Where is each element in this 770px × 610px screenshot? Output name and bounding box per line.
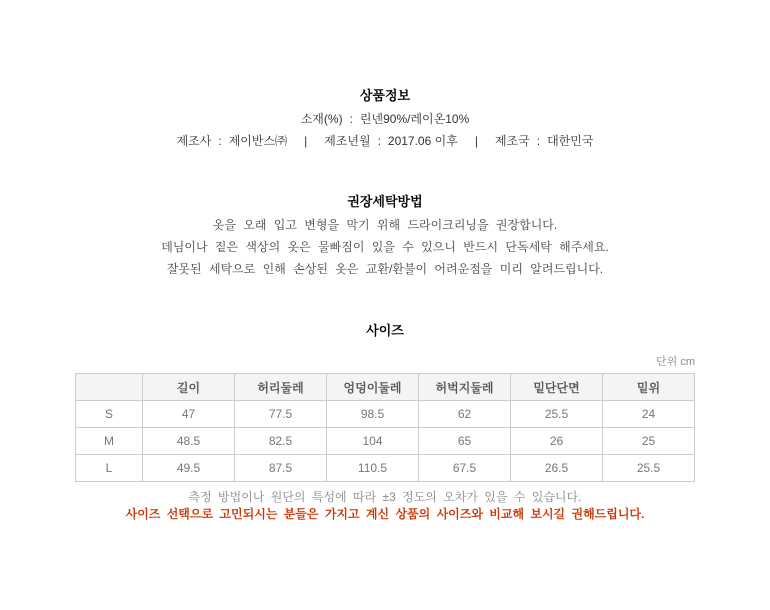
header-cell-waist: 허리둘레 [235, 374, 327, 401]
colon: : [218, 134, 222, 148]
table-row [76, 401, 695, 428]
table-row [76, 455, 695, 482]
washing-title: 권장세탁방법 [347, 194, 423, 209]
colon: : [349, 112, 353, 126]
value-cell: 77.5 [235, 401, 327, 428]
colon: : [377, 134, 381, 148]
manufacturer-label: 제조사 [176, 134, 212, 148]
manufacturer-value: 제이반스㈜ [228, 134, 288, 148]
value-cell: 104 [327, 428, 419, 455]
value-cell: 26.5 [511, 455, 603, 482]
value-cell: 65 [419, 428, 511, 455]
size-label-cell: S [76, 401, 143, 428]
material-value: 린넨90%/레이온10% [359, 112, 470, 126]
manufacturer-line [0, 135, 770, 148]
header-cell-length: 길이 [143, 374, 235, 401]
washing-instruction-line: 잘못된 세탁으로 인해 손상된 옷은 교환/환불이 어려운점을 미리 알려드립니다. [166, 262, 604, 276]
unit-label: 단위 cm [656, 356, 695, 368]
separator: | [304, 134, 308, 148]
size-table-wrapper [75, 353, 695, 482]
manufacture-date-label: 제조년월 [324, 134, 371, 148]
manufacture-date-value: 2017.06 이후 [387, 134, 458, 148]
size-section [0, 320, 770, 521]
header-cell-rise: 밑위 [603, 374, 695, 401]
value-cell: 49.5 [143, 455, 235, 482]
country-label: 제조국 [494, 134, 530, 148]
value-cell: 87.5 [235, 455, 327, 482]
washing-section [0, 191, 770, 276]
value-cell: 110.5 [327, 455, 419, 482]
header-cell-thigh: 허벅지둘레 [419, 374, 511, 401]
washing-instruction-line: 데님이나 짙은 색상의 옷은 물빠짐이 있을 수 있으니 반드시 단독세탁 해주세요. [161, 240, 609, 254]
material-line [0, 113, 770, 126]
value-cell: 82.5 [235, 428, 327, 455]
header-cell-blank [76, 374, 143, 401]
value-cell: 47 [143, 401, 235, 428]
separator: | [474, 134, 478, 148]
table-row [76, 428, 695, 455]
size-chart-table [75, 373, 695, 482]
table-header-row [76, 374, 695, 401]
value-cell: 67.5 [419, 455, 511, 482]
value-cell: 25.5 [511, 401, 603, 428]
washing-instruction-line: 옷을 오래 입고 변형을 막기 위해 드라이크리닝을 권장합니다. [212, 218, 558, 232]
value-cell: 26 [511, 428, 603, 455]
colon: : [536, 134, 541, 148]
value-cell: 24 [603, 401, 695, 428]
size-label-cell: L [76, 455, 143, 482]
tolerance-note: 측정 방법이나 원단의 특성에 따라 ±3 정도의 오차가 있을 수 있습니다. [188, 490, 582, 504]
size-label-cell: M [76, 428, 143, 455]
value-cell: 98.5 [327, 401, 419, 428]
size-title: 사이즈 [366, 323, 404, 338]
header-cell-hip: 엉덩이둘레 [327, 374, 419, 401]
header-cell-hem: 밑단단면 [511, 374, 603, 401]
value-cell: 25 [603, 428, 695, 455]
product-info-title: 상품정보 [359, 88, 411, 103]
size-recommendation-note: 사이즈 선택으로 고민되시는 분들은 가지고 계신 상품의 사이즈와 비교해 보시길 권해드립니다. [125, 507, 645, 521]
value-cell: 48.5 [143, 428, 235, 455]
material-label: 소재(%) [300, 112, 343, 126]
product-info-section [0, 85, 770, 148]
value-cell: 62 [419, 401, 511, 428]
value-cell: 25.5 [603, 455, 695, 482]
country-value: 대한민국 [547, 134, 594, 148]
